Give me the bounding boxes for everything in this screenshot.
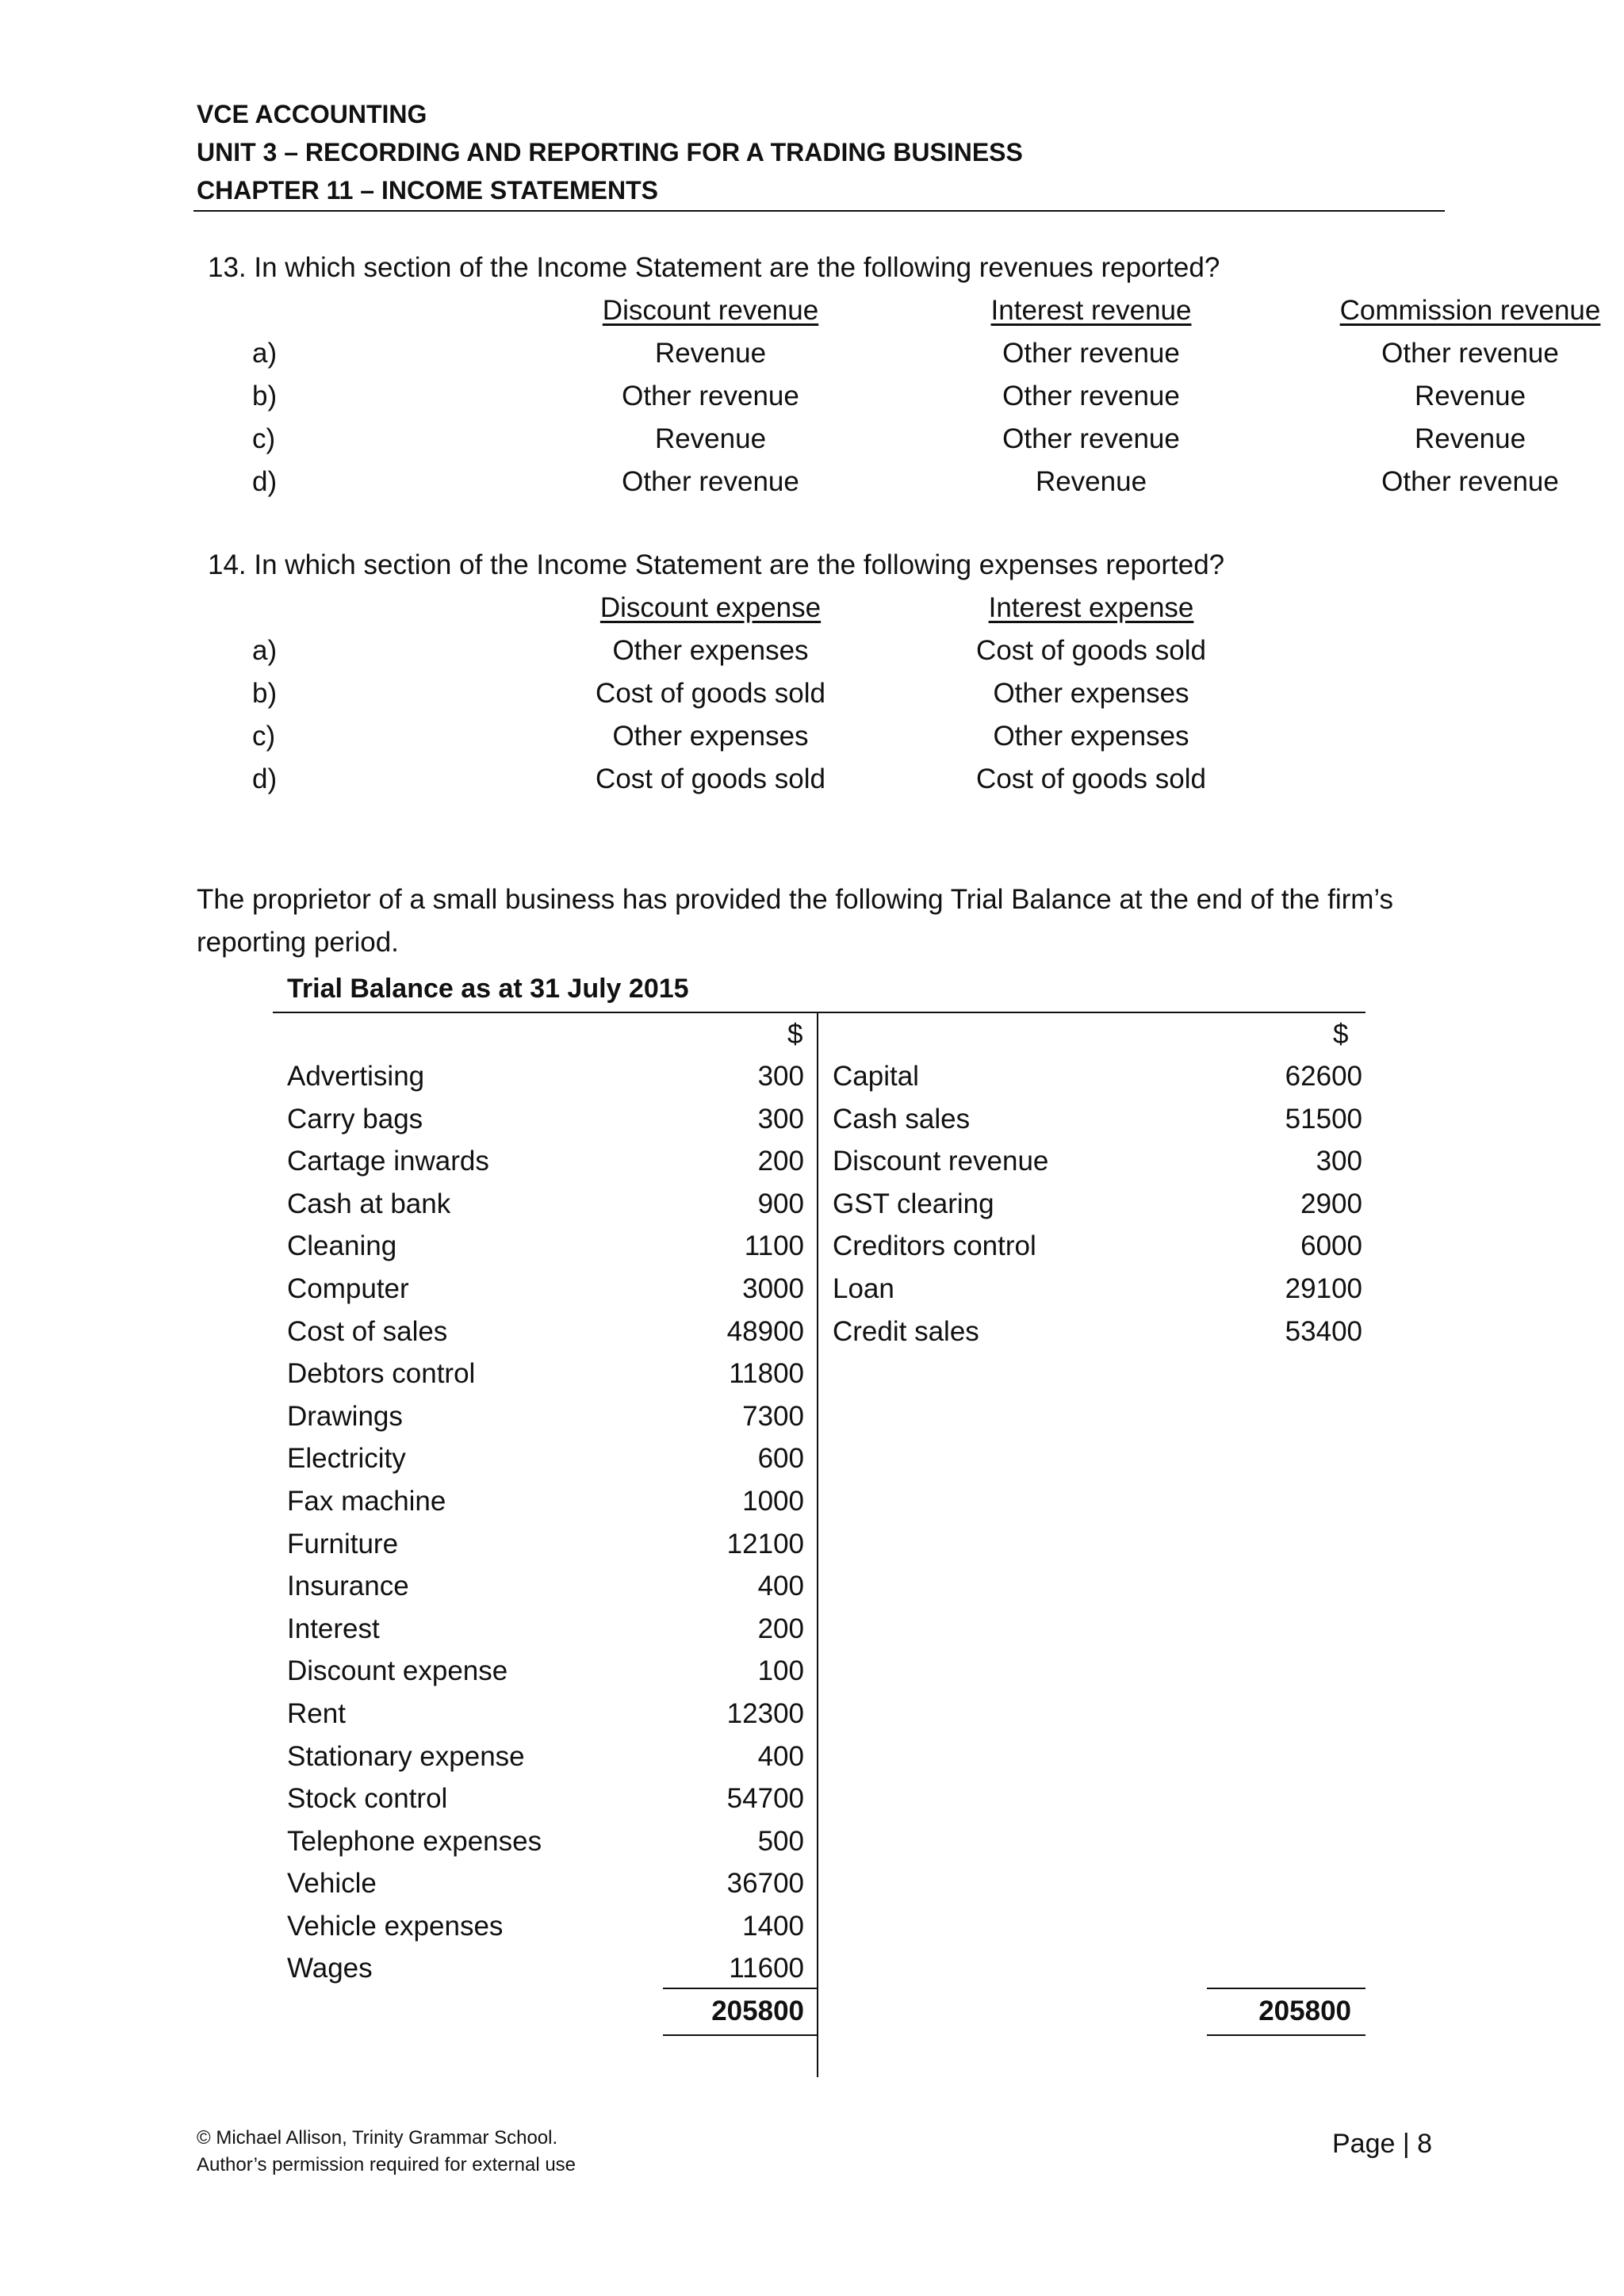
account-amount: 29100 — [1285, 1272, 1362, 1304]
credit-currency-symbol: $ — [1333, 1019, 1349, 1050]
account-amount: 1400 — [742, 1910, 804, 1942]
account-amount: 600 — [757, 1443, 804, 1475]
question-14-prompt: 14. In which section of the Income Statement are the following expenses reported? — [208, 549, 1225, 580]
account-amount: 6000 — [1300, 1230, 1362, 1262]
option-cell: Other revenue — [1381, 466, 1559, 497]
account-name: Cartage inwards — [287, 1146, 489, 1177]
account-row — [833, 1055, 1362, 1098]
header-chapter: CHAPTER 11 – INCOME STATEMENTS — [197, 176, 658, 205]
account-amount: 7300 — [742, 1400, 804, 1432]
account-name: Carry bags — [287, 1103, 423, 1135]
account-name: Loan — [833, 1272, 894, 1304]
trial-balance-top-rule — [273, 1012, 1365, 1013]
header-divider — [193, 210, 1445, 212]
option-cell: Other expenses — [612, 635, 809, 666]
account-row — [287, 1098, 810, 1141]
account-name: Capital — [833, 1061, 919, 1092]
account-row — [287, 1268, 810, 1311]
account-amount: 200 — [757, 1613, 804, 1644]
account-name: Stationary expense — [287, 1740, 525, 1772]
option-cell: Cost of goods sold — [976, 763, 1206, 794]
account-name: Cost of sales — [287, 1315, 448, 1347]
account-name: Furniture — [287, 1528, 399, 1559]
header-unit: UNIT 3 – RECORDING AND REPORTING FOR A TRADING BUSINESS — [197, 138, 1023, 166]
account-amount: 1100 — [744, 1230, 804, 1262]
account-name: Advertising — [287, 1061, 425, 1092]
option-cell: Revenue — [1414, 423, 1526, 454]
account-row — [287, 1693, 810, 1735]
account-row — [287, 1650, 810, 1693]
column-header: Discount revenue — [602, 295, 819, 326]
option-cell: Cost of goods sold — [596, 678, 825, 709]
option-cell: Revenue — [654, 338, 767, 369]
account-row — [287, 1565, 810, 1608]
account-amount: 1000 — [742, 1485, 804, 1517]
account-name: Insurance — [287, 1571, 409, 1602]
account-amount: 300 — [1316, 1146, 1362, 1177]
option-letter: c) — [252, 423, 276, 454]
debit-currency-symbol: $ — [787, 1019, 803, 1050]
debit-total-top-rule — [663, 1988, 817, 1989]
option-cell: Other revenue — [622, 381, 799, 411]
account-row — [833, 1225, 1362, 1268]
account-name: Stock control — [287, 1783, 448, 1815]
account-name: Rent — [287, 1697, 346, 1729]
footer-copyright-block — [197, 2125, 576, 2179]
footer-permission: Author’s permission required for external use — [197, 2154, 576, 2175]
account-row — [287, 1311, 810, 1353]
account-row — [833, 1098, 1362, 1141]
account-row — [287, 1480, 810, 1523]
question-13-prompt: 13. In which section of the Income Statement are the following revenues reported? — [208, 252, 1220, 283]
account-row — [287, 1183, 810, 1226]
account-row — [833, 1311, 1362, 1353]
account-row — [287, 1140, 810, 1183]
option-letter: c) — [252, 721, 276, 752]
credit-total-bottom-rule — [1207, 2034, 1365, 2036]
account-amount: 11600 — [729, 1953, 804, 1984]
account-row — [287, 1862, 810, 1905]
column-header: Discount expense — [599, 592, 822, 623]
account-row — [287, 1777, 810, 1820]
account-name: Electricity — [287, 1443, 406, 1475]
option-cell: Revenue — [1414, 381, 1526, 411]
account-amount: 36700 — [726, 1868, 804, 1900]
column-header: Commission revenue — [1339, 295, 1601, 326]
account-row — [287, 1608, 810, 1651]
option-cell: Other revenue — [1002, 381, 1180, 411]
option-cell: Other revenue — [622, 466, 799, 497]
account-amount: 11800 — [729, 1358, 804, 1390]
account-amount: 2900 — [1300, 1188, 1362, 1219]
account-row — [287, 1437, 810, 1480]
account-row — [833, 1140, 1362, 1183]
account-row — [287, 1353, 810, 1395]
account-amount: 12100 — [726, 1528, 804, 1559]
document-header — [197, 95, 1443, 209]
account-amount: 54700 — [726, 1783, 804, 1815]
account-amount: 100 — [757, 1655, 804, 1687]
account-name: Cash sales — [833, 1103, 971, 1135]
header-course: VCE ACCOUNTING — [197, 100, 427, 128]
account-name: Fax machine — [287, 1485, 446, 1517]
option-cell: Other expenses — [993, 721, 1189, 752]
credit-total-top-rule — [1207, 1988, 1365, 1989]
account-row — [287, 1947, 810, 1990]
account-amount: 12300 — [726, 1697, 804, 1729]
option-letter: d) — [252, 763, 278, 794]
credit-total: 205800 — [1258, 1996, 1351, 2026]
option-cell: Other revenue — [1381, 338, 1559, 369]
option-letter: a) — [252, 338, 278, 369]
account-name: GST clearing — [833, 1188, 994, 1219]
debit-total-bottom-rule — [663, 2034, 817, 2036]
option-letter: d) — [252, 466, 278, 497]
trial-balance-center-divider — [817, 1013, 818, 2077]
option-cell: Revenue — [654, 423, 767, 454]
account-amount: 48900 — [726, 1315, 804, 1347]
option-letter: a) — [252, 635, 278, 666]
account-name: Drawings — [287, 1400, 403, 1432]
account-amount: 300 — [757, 1061, 804, 1092]
option-cell: Other expenses — [993, 678, 1189, 709]
option-cell: Revenue — [1035, 466, 1147, 497]
option-cell: Other revenue — [1002, 338, 1180, 369]
account-amount: 3000 — [742, 1272, 804, 1304]
account-row — [833, 1183, 1362, 1226]
footer-copyright: © Michael Allison, Trinity Grammar School. — [197, 2127, 558, 2149]
account-name: Credit sales — [833, 1315, 979, 1347]
account-amount: 62600 — [1285, 1061, 1362, 1092]
page-number: Page | 8 — [1332, 2129, 1433, 2159]
account-name: Computer — [287, 1272, 409, 1304]
account-name: Wages — [287, 1953, 373, 1984]
option-letter: b) — [252, 678, 278, 709]
column-header: Interest revenue — [990, 295, 1192, 326]
account-amount: 400 — [757, 1740, 804, 1772]
option-cell: Other expenses — [612, 721, 809, 752]
account-row — [833, 1268, 1362, 1311]
account-name: Debtors control — [287, 1358, 476, 1390]
account-amount: 200 — [757, 1146, 804, 1177]
option-cell: Other revenue — [1002, 423, 1180, 454]
account-amount: 53400 — [1285, 1315, 1362, 1347]
account-name: Creditors control — [833, 1230, 1036, 1262]
account-name: Interest — [287, 1613, 380, 1644]
account-row — [287, 1735, 810, 1778]
account-amount: 400 — [757, 1571, 804, 1602]
account-name: Telephone expenses — [287, 1825, 542, 1857]
account-name: Vehicle — [287, 1868, 377, 1900]
debit-accounts — [287, 1055, 810, 1990]
account-amount: 900 — [757, 1188, 804, 1219]
debit-total: 205800 — [711, 1996, 804, 2026]
account-amount: 300 — [757, 1103, 804, 1135]
account-row — [287, 1225, 810, 1268]
account-row — [287, 1395, 810, 1438]
account-name: Cash at bank — [287, 1188, 451, 1219]
account-row — [287, 1055, 810, 1098]
account-name: Vehicle expenses — [287, 1910, 504, 1942]
account-row — [287, 1820, 810, 1863]
credit-accounts — [833, 1055, 1362, 1353]
account-name: Discount revenue — [833, 1146, 1049, 1177]
account-name: Cleaning — [287, 1230, 397, 1262]
option-cell: Cost of goods sold — [976, 635, 1206, 666]
account-row — [287, 1523, 810, 1566]
option-letter: b) — [252, 381, 278, 411]
account-row — [287, 1905, 810, 1948]
account-amount: 51500 — [1285, 1103, 1362, 1135]
trial-balance-title: Trial Balance as at 31 July 2015 — [287, 974, 689, 1004]
column-header: Interest expense — [988, 592, 1194, 623]
option-cell: Cost of goods sold — [596, 763, 825, 794]
intro-paragraph: The proprietor of a small business has provided the following Trial Balance at the end of the firm’s reporting period. — [197, 884, 1394, 958]
account-name: Discount expense — [287, 1655, 508, 1687]
account-amount: 500 — [757, 1825, 804, 1857]
